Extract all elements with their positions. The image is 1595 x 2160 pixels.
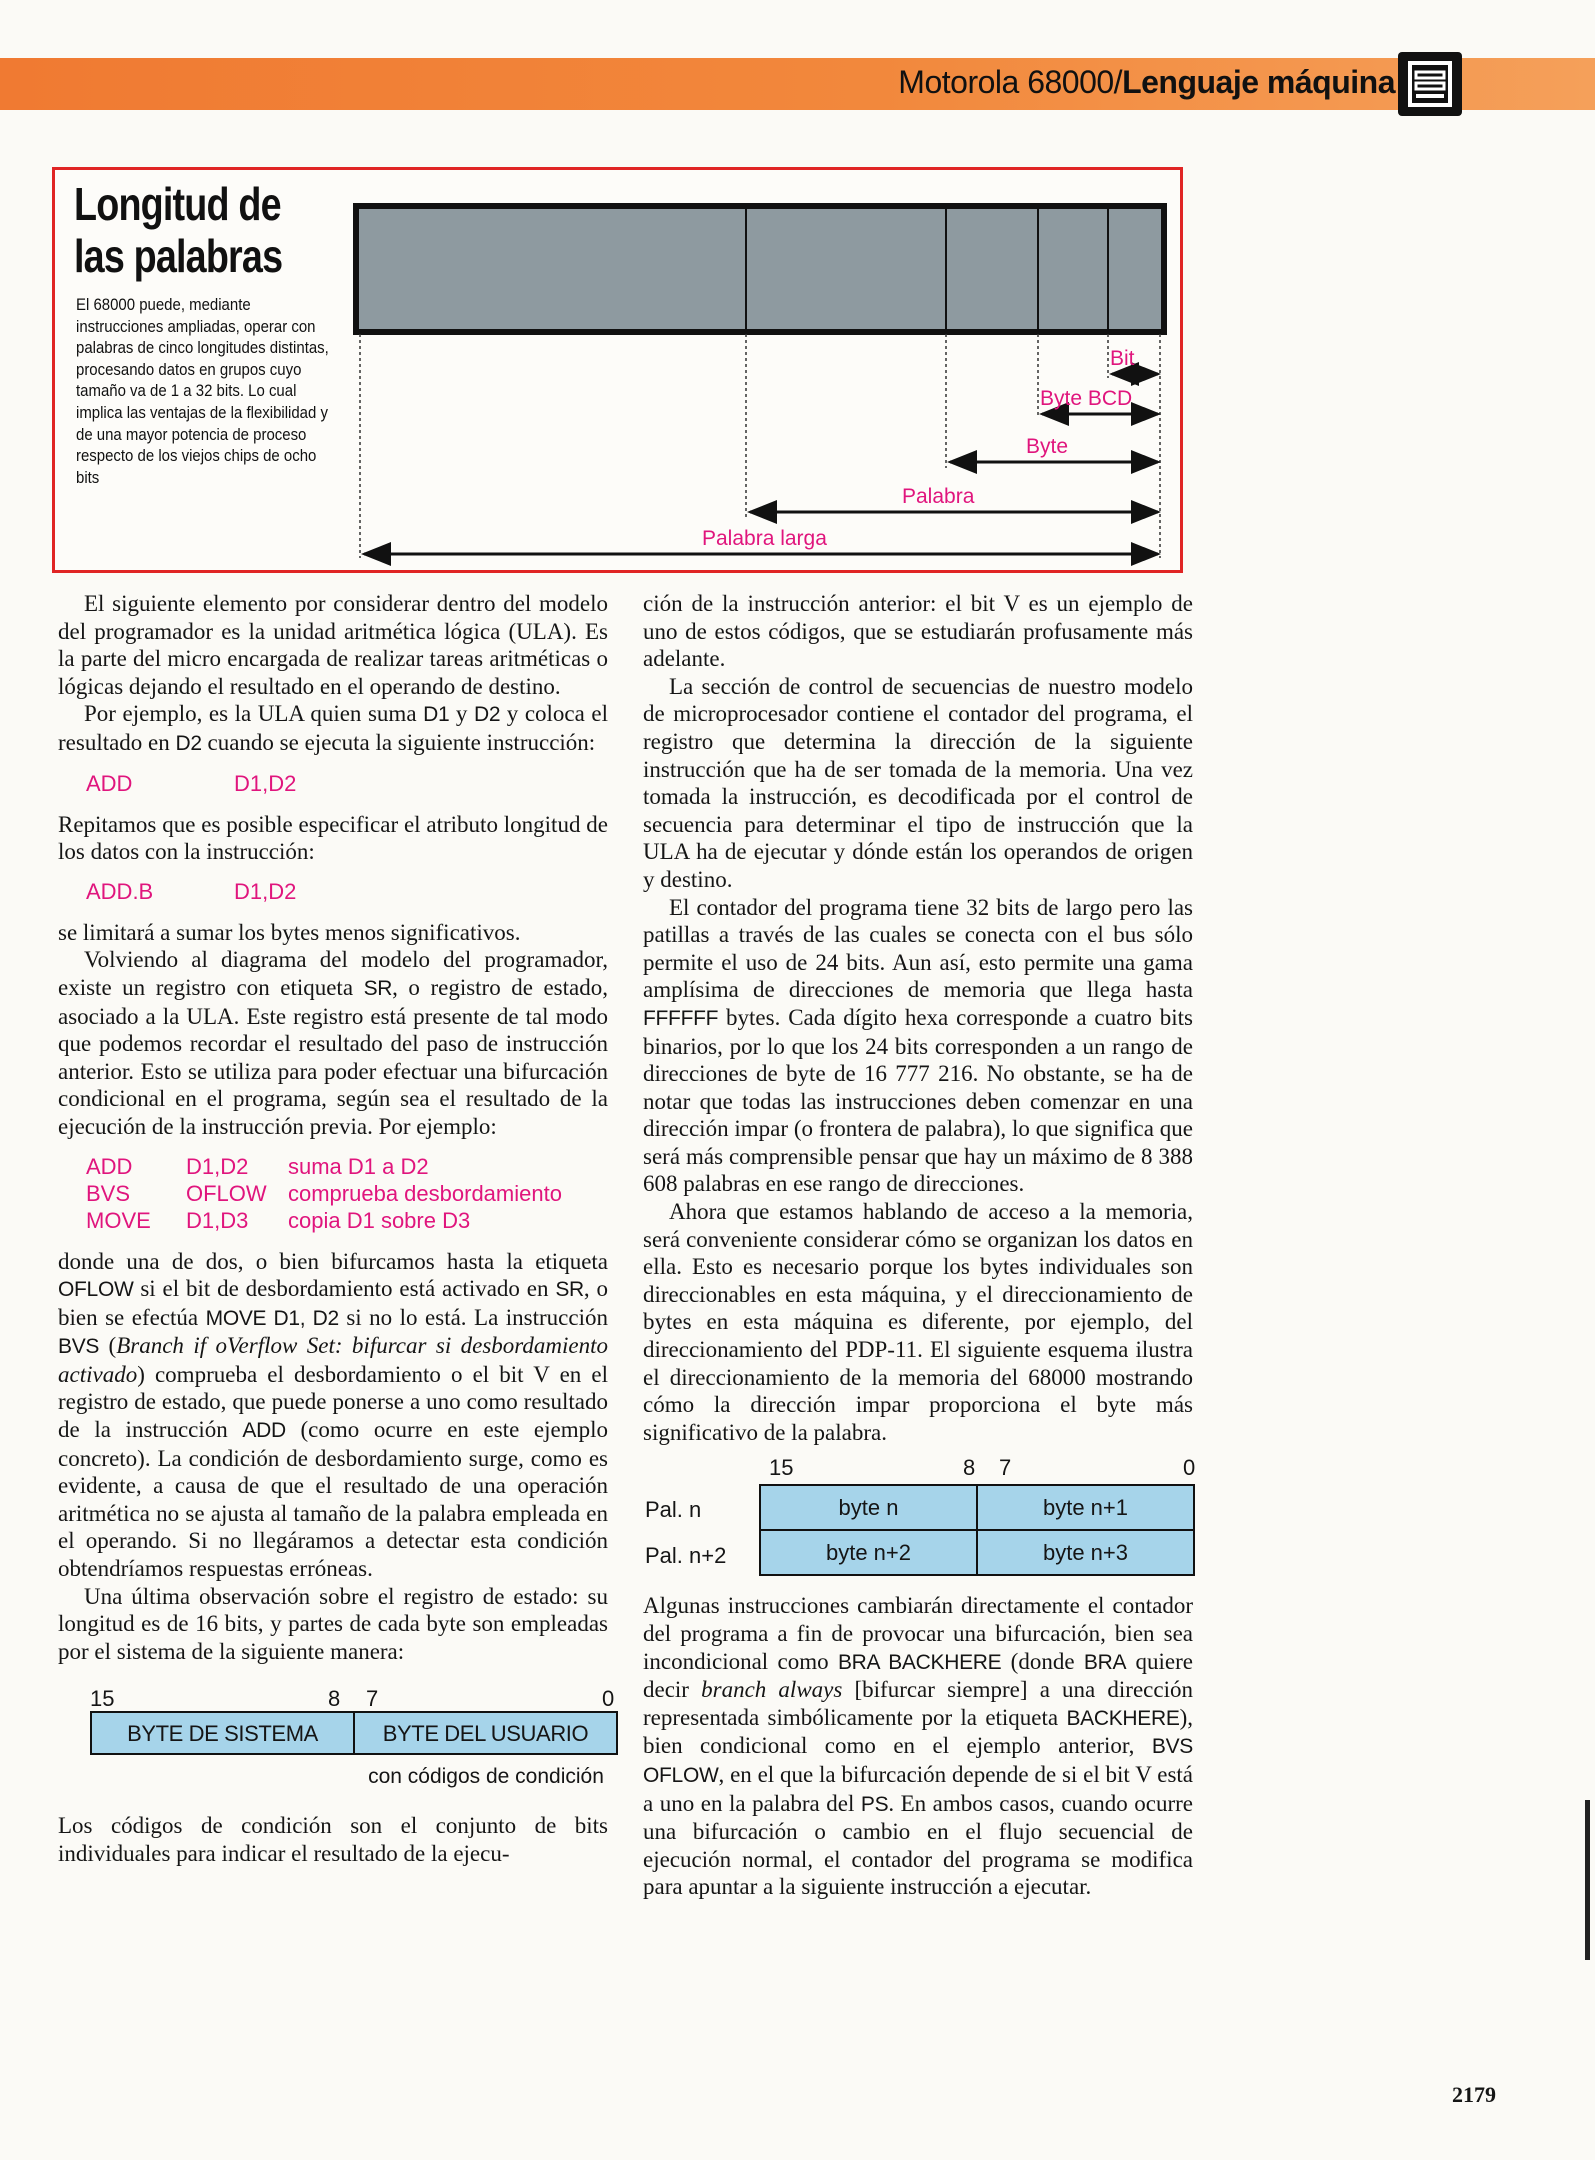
label-byte-bcd: Byte BCD bbox=[1040, 387, 1133, 410]
right-column bbox=[643, 590, 1196, 1901]
label-byte: Byte bbox=[1026, 435, 1069, 458]
page-number: 2179 bbox=[1452, 2082, 1496, 2107]
register-note: con códigos de condición bbox=[368, 1765, 604, 1789]
paragraph: ción de la instrucción anterior: el bit V es un ejemplo de uno de estos códigos, que se estudiarán profusamente más adelante. bbox=[643, 591, 1193, 672]
memory-cell: byte n+1 bbox=[976, 1486, 1193, 1529]
paragraph: Una última observación sobre el registro de estado: su longitud es de 16 bits, y partes de cada byte son empleadas por el sistema de la siguiente manera: bbox=[58, 1583, 608, 1664]
module-icon bbox=[1398, 52, 1462, 116]
paragraph: Los códigos de condición son el conjunto de bits individuales para indicar el resultado de la ejecu- bbox=[58, 1813, 608, 1866]
memory-cell: byte n+2 bbox=[761, 1531, 976, 1574]
user-byte-cell: BYTE DEL USUARIO bbox=[353, 1713, 616, 1753]
label-bit: Bit bbox=[1110, 347, 1135, 370]
label-palabra-larga: Palabra larga bbox=[702, 527, 827, 550]
paragraph: Volviendo al diagrama del modelo del programador, existe un registro con etiqueta SR, o registro de estado, asociado a la ULA. Este registro está presente de tal modo que podemos recordar el resultado del paso de instrucción anterior. Esto se utiliza para poder efectuar una bifurcación condicional en el programa, según sea el resultado de la ejecución de la instrucción previa. Por ejemplo: bbox=[58, 947, 608, 1139]
paragraph: Ahora que estamos hablando de acceso a la memoria, será conveniente considerar cómo se organizan los datos en ella. Esto es necesario porque los bytes individuales son direccionables en esta máquina, y el direccionamiento de bytes en esta máquina es diferente, por ejemplo, del direccionamiento del PDP-11. El siguiente esquema ilustra el direccionamiento de la memoria del 68000 mostrando cómo la dirección impar proporciona el byte más significativo de la palabra. bbox=[643, 1199, 1193, 1445]
memory-cell: byte n+3 bbox=[976, 1531, 1193, 1574]
feature-title: Longitud de las palabras bbox=[74, 178, 283, 282]
paragraph: El siguiente elemento por considerar dentro del modelo del programador es la unidad aritmética lógica (ULA). Es la parte del micro encargada de realizar tareas aritméticas o lógicas dejando el resultado en el operando de destino. bbox=[58, 591, 608, 699]
code-example: ADD D1,D2 bbox=[86, 770, 297, 796]
page-edge-mark bbox=[1585, 1800, 1590, 1960]
paragraph: donde una de dos, o bien bifurcamos hasta la etiqueta OFLOW si el bit de desbordamiento está activado en SR, o bien se efectúa MOVE D1, D2 si no lo está. La instrucción BVS (Branch if oVerflow Set: bifurcar si desbordamiento activado) comprueba el desbordamiento o el bit V en el registro de estado, que puede ponerse a uno como resultado de la instrucción ADD (como ocurre en este ejemplo concreto). La condición de desbordamiento surge, como es evidente, a causa de que el resultado de una operación aritmética no se ajusta al tamaño de la palabra empleada en el operando. Si no llegáramos a detectar esta condición obtendríamos respuestas erróneas. bbox=[58, 1248, 609, 1582]
paragraph: Repitamos que es posible especificar el atributo longitud de los datos con la instrucción: bbox=[58, 811, 608, 865]
code-example: ADD.B D1,D2 bbox=[86, 878, 297, 904]
word-length-diagram bbox=[350, 200, 1170, 570]
status-register-diagram: 15 8 7 0 BYTE DE SISTEMA BYTE DEL USUARIO con códigos de condición bbox=[90, 1685, 618, 1790]
memory-diagram: 15 8 7 0 Pal. n Pal. n+2 byte n byte n+1 byte n+2 byte n+3 bbox=[643, 1454, 1193, 1580]
paragraph: se limitará a sumar los bytes menos significativos. bbox=[58, 919, 521, 945]
system-byte-cell: BYTE DE SISTEMA bbox=[92, 1713, 353, 1753]
label-palabra: Palabra bbox=[902, 485, 975, 508]
header-title: Motorola 68000/Lenguaje máquina bbox=[898, 64, 1395, 100]
feature-caption: El 68000 puede, mediante instrucciones ampliadas, operar con palabras de cinco longitudes distintas, procesando datos en grupos cuyo tamaño va de 1 a 32 bits. Lo cual implica las ventajas de la flexibilidad y de una mayor potencia de proceso respecto de los viejos chips de ocho bits bbox=[76, 295, 329, 487]
left-column bbox=[58, 590, 615, 1868]
memory-cell: byte n bbox=[761, 1486, 976, 1529]
paragraph: La sección de control de secuencias de nuestro modelo de microprocesador contiene el contador del programa, el registro que determina la dirección de la siguiente instrucción que ha de ser tomada de la memoria. Una vez tomada la instrucción, es decodificada por el control de secuencia para determinar el tipo de instrucción que la ULA ha de ejecutar y dónde están los operandos de origen y destino. bbox=[643, 673, 1193, 892]
paragraph: Por ejemplo, es la ULA quien suma D1 y D2 y coloca el resultado en D2 cuando se ejecuta la siguiente instrucción: bbox=[58, 701, 609, 755]
paragraph: El contador del programa tiene 32 bits de largo pero las patillas a través de las cuales se conecta con el bus sólo permite el uso de 24 bits. Aun así, esto permite una gama amplísima de direcciones de memoria que llega hasta FFFFFF bytes. Cada dígito hexa corresponde a cuatro bits binarios, por lo que los 24 bits corresponden a un rango de direcciones de byte de 16 777 216. No obstante, se ha de notar que todas las instrucciones deben comenzar en una dirección impar (o frontera de palabra), lo que significa que será más comprensible pensar que hay un máximo de 8 388 608 palabras en ese rango de direcciones. bbox=[643, 894, 1193, 1197]
code-block: ADD D1,D2 suma D1 a D2 BVS OFLOW comprueba desbordamiento MOVE D1,D3 copia D1 sobre D3 bbox=[86, 1153, 562, 1233]
register-bar bbox=[356, 206, 1164, 332]
paragraph: Algunas instrucciones cambiarán directamente el contador del programa a fin de provocar una bifurcación, bien sea incondicional como BRA BACKHERE (donde BRA quiere decir branch always [bifurcar siempre] a una dirección representada simbólicamente por la etiqueta BACKHERE), bien condicional como en el ejemplo anterior, BVS OFLOW, en el que la bifurcación depende de si el bit V está a uno en la palabra del PS. En ambos casos, cuando ocurre una bifurcación o cambio en el flujo secuencial de ejecución normal, el contador del programa se modifica para apuntar a la siguiente instrucción a ejecutar. bbox=[643, 1593, 1193, 1900]
